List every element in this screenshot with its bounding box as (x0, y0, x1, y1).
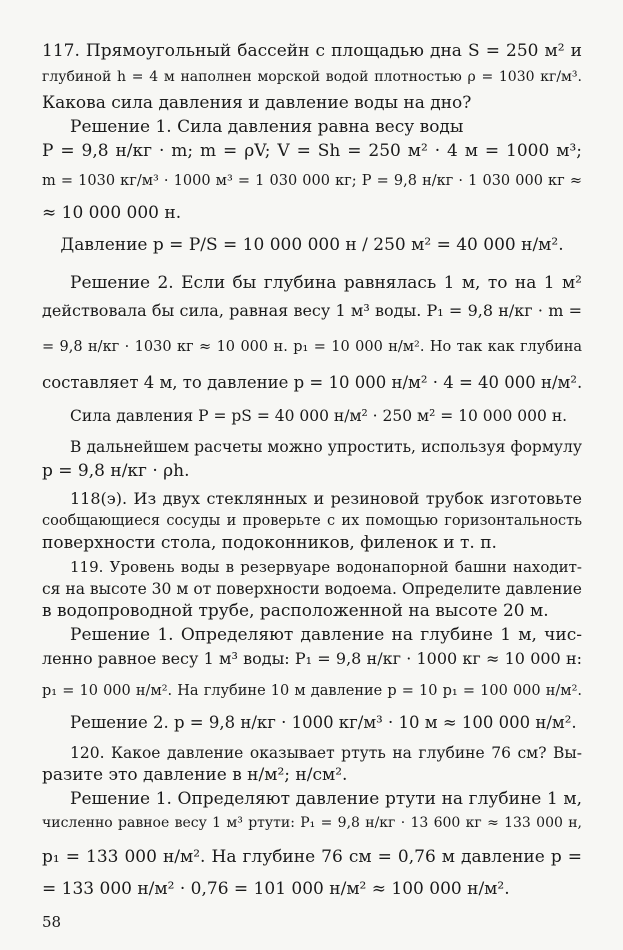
solution-2-line-2: действовала бы сила, равная весу 1 м³ воды. P₁ = 9,8 н/кг · m = (42, 301, 582, 320)
force-formula: Сила давления P = pS = 40 000 н/м² · 250 м² = 10 000 000 н. (70, 407, 568, 425)
solution-1-line-3: ≈ 10 000 000 н. (42, 203, 182, 223)
solution-1-line-2: m = 1030 кг/м³ · 1000 м³ = 1 030 000 кг; P = 9,8 н/кг · 1 030 000 кг ≈ (42, 173, 582, 189)
problem-120-solution-1-line-3: p₁ = 133 000 н/м². На глубине 76 см = 0,76 м давление p = (42, 847, 582, 867)
solution-1-line-1: P = 9,8 н/кг · m; m = ρV; V = Sh = 250 м² · 4 м = 1000 м³; (42, 141, 582, 161)
solution-2-line-3: = 9,8 н/кг · 1030 кг ≈ 10 000 н. p₁ = 10 000 н/м². Но так как глубина (42, 339, 582, 355)
problem-119-solution-1-line-1: Решение 1. Определяют давление на глубине 1 м, чис- (70, 625, 582, 645)
problem-120-line-2: разите это давление в н/м²; н/см². (42, 765, 348, 785)
problem-119-line-1: 119. Уровень воды в резервуаре водонапорной башни находит- (70, 558, 582, 576)
solution-2-line-4: составляет 4 м, то давление p = 10 000 н/м² · 4 = 40 000 н/м². (42, 373, 583, 392)
problem-120-solution-1-line-4: = 133 000 н/м² · 0,76 = 101 000 н/м² ≈ 100 000 н/м². (42, 879, 510, 899)
simplify-line-1: В дальнейшем расчеты можно упростить, используя формулу (70, 438, 582, 456)
problem-120-solution-1-line-1: Решение 1. Определяют давление ртути на глубине 1 м, (70, 789, 582, 809)
page-number: 58 (42, 913, 62, 931)
problem-117-line-2: глубиной h = 4 м наполнен морской водой плотностью ρ = 1030 кг/м³. (42, 69, 582, 85)
solution-2-line-1: Решение 2. Если бы глубина равнялась 1 м, то на 1 м² (70, 273, 582, 293)
solution-1-heading: Решение 1. Сила давления равна весу воды (70, 117, 464, 137)
problem-118-line-2: сообщающиеся сосуды и проверьте с их помощью горизонтальность (42, 513, 582, 529)
problem-119-solution-1-line-3: p₁ = 10 000 н/м². На глубине 10 м давление p = 10 p₁ = 100 000 н/м². (42, 683, 582, 699)
problem-119-line-3: в водопроводной трубе, расположенной на высоте 20 м. (42, 601, 549, 621)
problem-117-line-3: Какова сила давления и давление воды на дно? (42, 93, 472, 113)
problem-117-line-1: 117. Прямоугольный бассейн с площадью дна S = 250 м² и (42, 41, 582, 61)
problem-118-line-1: 118(э). Из двух стеклянных и резиновой трубок изготовьте (70, 489, 582, 508)
problem-119-solution-1-line-2: ленно равное весу 1 м³ воды: P₁ = 9,8 н/кг · 1000 кг ≈ 10 000 н: (42, 649, 582, 668)
problem-119-solution-2: Решение 2. p = 9,8 н/кг · 1000 кг/м³ · 10 м ≈ 100 000 н/м². (70, 713, 577, 732)
simplify-line-2: p = 9,8 н/кг · ρh. (42, 461, 190, 481)
problem-120-solution-1-line-2: численно равное весу 1 м³ ртути: P₁ = 9,8 н/кг · 13 600 кг ≈ 133 000 н, (42, 815, 582, 831)
problem-118-line-3: поверхности стола, подоконников, филенок и т. п. (42, 533, 497, 553)
problem-119-line-2: ся на высоте 30 м от поверхности водоема. Определите давление (42, 580, 582, 598)
pressure-formula: Давление p = P/S = 10 000 000 н / 250 м² = 40 000 н/м². (60, 235, 564, 255)
problem-120-line-1: 120. Какое давление оказывает ртуть на глубине 76 см? Вы- (70, 744, 582, 762)
